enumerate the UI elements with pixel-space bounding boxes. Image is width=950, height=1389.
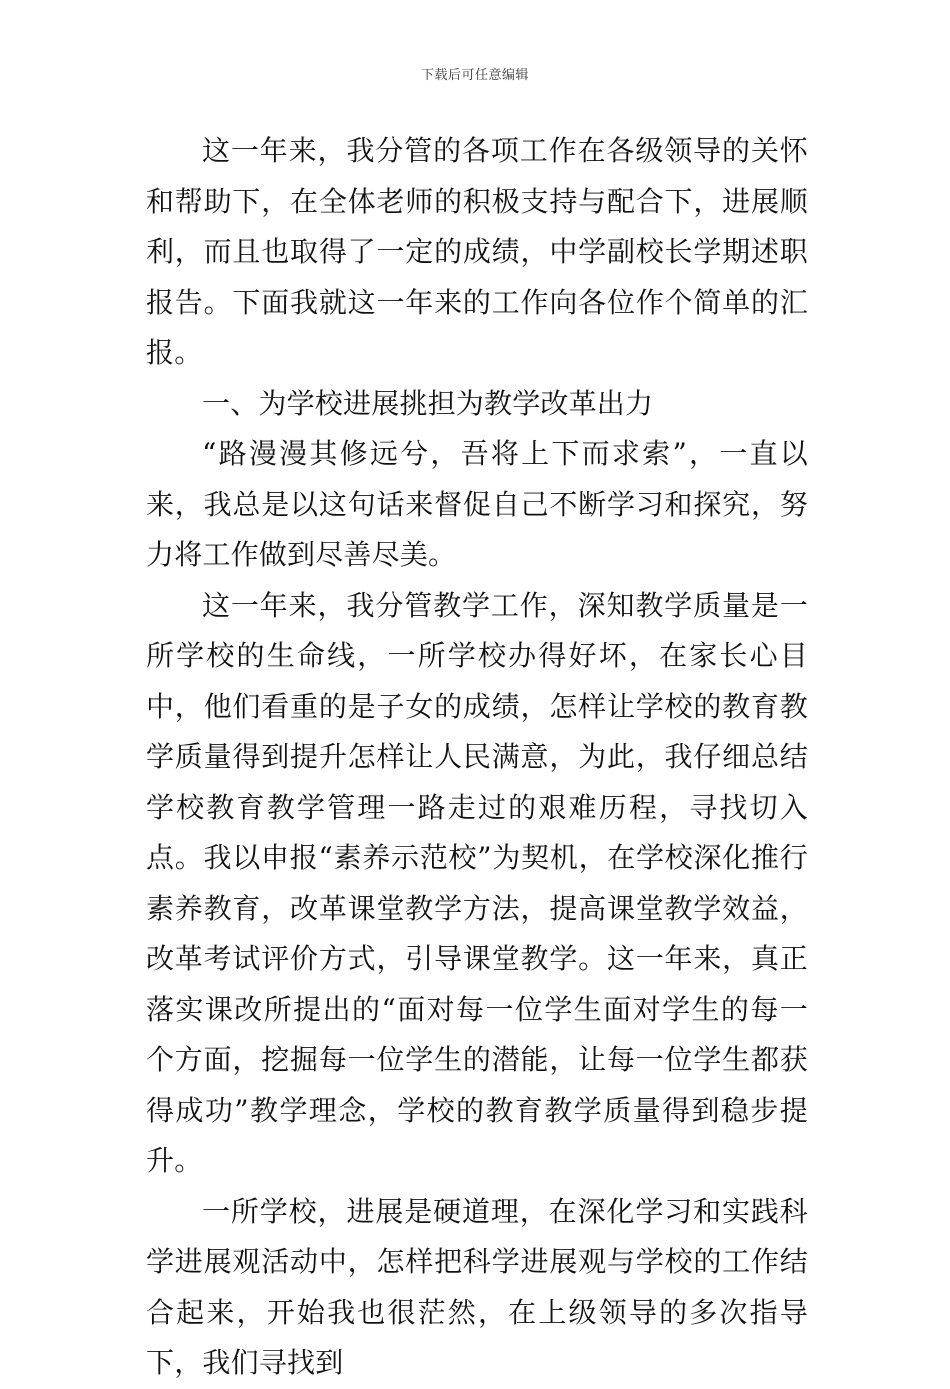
paragraph-teaching: 这一年来，我分管教学工作，深知教学质量是一所学校的生命线，一所学校办得好坏，在家长心目中，他们看重的是子女的成绩，怎样让学校的教育教学质量得到提升怎样让人民满意，为此，我仔细总结学校教育教学管理一路走过的艰难历程，寻找切入点。我以申报“素养示范校”为契机，在学校深化推行素养教育，改革课堂教学方法，提高课堂教学效益，改革考试评价方式，引导课堂教学。这一年来，真正落实课改所提出的“面对每一位学生面对学生的每一个方面，挖掘每一位学生的潜能，让每一位学生都获得成功”教学理念，学校的教育教学质量得到稳步提升。 xyxy=(146,588,808,1177)
paragraph-intro: 这一年来，我分管的各项工作在各级领导的关怀和帮助下，在全体老师的积极支持与配合下，进展顺利，而且也取得了一定的成绩，中学副校长学期述职报告。下面我就这一年来的工作向各位作个简单的汇报。 xyxy=(146,134,808,369)
page-header-note: 下载后可任意编辑 xyxy=(420,68,529,83)
paragraph-development: 一所学校，进展是硬道理，在深化学习和实践科学进展观活动中，怎样把科学进展观与学校的工作结合起来，开始我也很茫然，在上级领导的多次指导下，我们寻找到 xyxy=(146,1194,808,1379)
document-body xyxy=(146,126,808,1389)
paragraph-quote: “路漫漫其修远兮，吾将上下而求索”，一直以来，我总是以这句话来督促自己不断学习和探究，努力将工作做到尽善尽美。 xyxy=(146,437,808,571)
section-heading-1: 一、为学校进展挑担为教学改革出力 xyxy=(202,386,654,420)
